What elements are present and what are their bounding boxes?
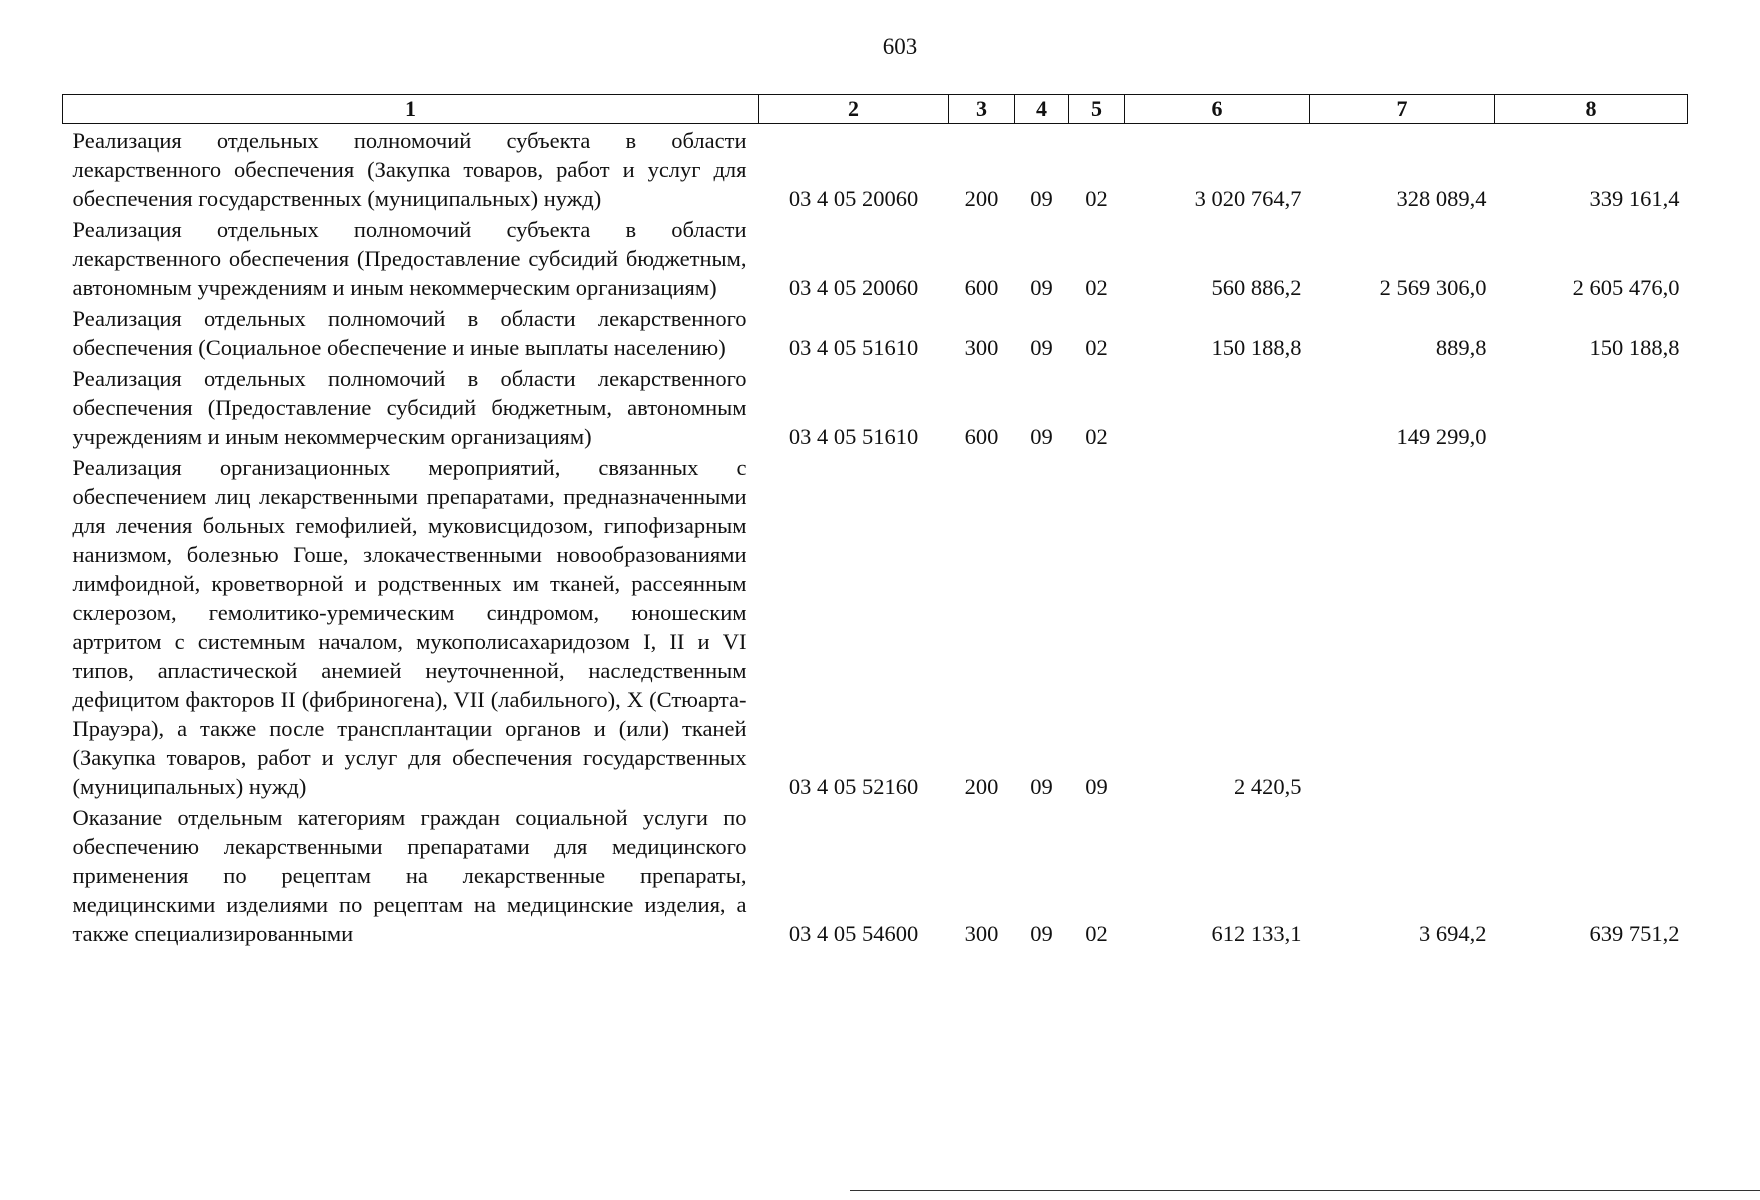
row-description: Оказание отдельным категориям граждан социальной услуги по обеспечению лекарственными препаратами для медицинского применения по рецептам на лекарственные препараты, медицинскими изделиями по рецептам на медицинские изделия, а также специализированными xyxy=(72,805,747,946)
amount-col6: 150 188,8 xyxy=(1211,335,1302,360)
expense-type-code: 600 xyxy=(964,275,999,300)
subsection-code: 02 xyxy=(1085,186,1108,211)
subsection-code: 02 xyxy=(1085,275,1108,300)
expense-type-code: 300 xyxy=(964,921,999,946)
target-article-code: 03 4 05 51610 xyxy=(788,335,919,360)
target-article-code: 03 4 05 52160 xyxy=(788,774,919,799)
expense-type-code: 300 xyxy=(964,335,999,360)
section-code: 09 xyxy=(1030,921,1053,946)
subsection-code: 02 xyxy=(1085,424,1108,449)
row-description: Реализация отдельных полномочий субъекта в области лекарственного обеспечения (Предоставление субсидий бюджетным, автономным учреждениям и иным некоммерческим организациям) xyxy=(72,217,747,300)
amount-col8 xyxy=(1495,453,1688,803)
table-row xyxy=(63,215,1688,304)
expense-type-code: 200 xyxy=(964,186,999,211)
target-article-code: 03 4 05 20060 xyxy=(788,275,919,300)
column-header: 5 xyxy=(1069,95,1125,124)
target-article-code: 03 4 05 51610 xyxy=(788,424,919,449)
section-code: 09 xyxy=(1030,186,1053,211)
table-row xyxy=(63,126,1688,215)
section-code: 09 xyxy=(1030,424,1053,449)
section-code: 09 xyxy=(1030,774,1053,799)
amount-col8 xyxy=(1495,364,1688,453)
expense-type-code: 600 xyxy=(964,424,999,449)
section-code: 09 xyxy=(1030,335,1053,360)
column-header: 8 xyxy=(1495,95,1688,124)
amount-col8: 150 188,8 xyxy=(1589,335,1680,360)
amount-col7: 889,8 xyxy=(1435,335,1487,360)
amount-col8: 339 161,4 xyxy=(1589,186,1680,211)
section-code: 09 xyxy=(1030,275,1053,300)
table-header-row xyxy=(63,95,1688,124)
row-description: Реализация отдельных полномочий в области лекарственного обеспечения (Предоставление субсидий бюджетным, автономным учреждениям и иным некоммерческим организациям) xyxy=(72,366,747,449)
amount-col6: 560 886,2 xyxy=(1211,275,1302,300)
table-row xyxy=(63,453,1688,803)
expense-type-code: 200 xyxy=(964,774,999,799)
table-row xyxy=(63,364,1688,453)
row-description: Реализация отдельных полномочий в области лекарственного обеспечения (Социальное обеспечение и иные выплаты населению) xyxy=(72,306,747,360)
subsection-code: 09 xyxy=(1085,774,1108,799)
budget-table xyxy=(62,94,1688,950)
row-description: Реализация организационных мероприятий, связанных с обеспечением лиц лекарственными препаратами, предназначенными для лечения больных гемофилией, муковисцидозом, гипофизарным нанизмом, болезнью Гоше, злокачественными новообразованиями лимфоидной, кроветворной и родственных им тканей, рассеянным склерозом, гемолитико-уремическим синдромом, юношеским артритом с системным началом, мукополисахаридозом I, II и VI типов, апластической анемией неуточненной, наследственным дефицитом факторов II (фибриногена), VII (лабильного), X (Стюарта-Прауэра), а также после трансплантации органов и (или) тканей (Закупка товаров, работ и услуг для обеспечения государственных (муниципальных) нужд) xyxy=(72,455,747,799)
column-header: 3 xyxy=(949,95,1015,124)
amount-col7: 328 089,4 xyxy=(1396,186,1487,211)
subsection-code: 02 xyxy=(1085,335,1108,360)
table-row xyxy=(63,304,1688,364)
subsection-code: 02 xyxy=(1085,921,1108,946)
table-row xyxy=(63,803,1688,950)
amount-col6: 2 420,5 xyxy=(1234,774,1302,799)
amount-col8: 2 605 476,0 xyxy=(1572,275,1680,300)
amount-col6 xyxy=(1125,364,1310,453)
column-header: 2 xyxy=(759,95,949,124)
amount-col7: 2 569 306,0 xyxy=(1379,275,1487,300)
amount-col7 xyxy=(1310,453,1495,803)
target-article-code: 03 4 05 20060 xyxy=(788,186,919,211)
amount-col6: 3 020 764,7 xyxy=(1194,186,1302,211)
bottom-rule xyxy=(850,1190,1760,1191)
amount-col7: 149 299,0 xyxy=(1396,424,1487,449)
column-header: 6 xyxy=(1125,95,1310,124)
column-header: 1 xyxy=(63,95,759,124)
column-header: 7 xyxy=(1310,95,1495,124)
target-article-code: 03 4 05 54600 xyxy=(788,921,919,946)
amount-col6: 612 133,1 xyxy=(1211,921,1302,946)
column-header: 4 xyxy=(1015,95,1069,124)
amount-col8: 639 751,2 xyxy=(1589,921,1680,946)
row-description: Реализация отдельных полномочий субъекта в области лекарственного обеспечения (Закупка товаров, работ и услуг для обеспечения государственных (муниципальных) нужд) xyxy=(72,128,747,211)
amount-col7: 3 694,2 xyxy=(1419,921,1487,946)
page-number: 603 xyxy=(882,34,918,59)
